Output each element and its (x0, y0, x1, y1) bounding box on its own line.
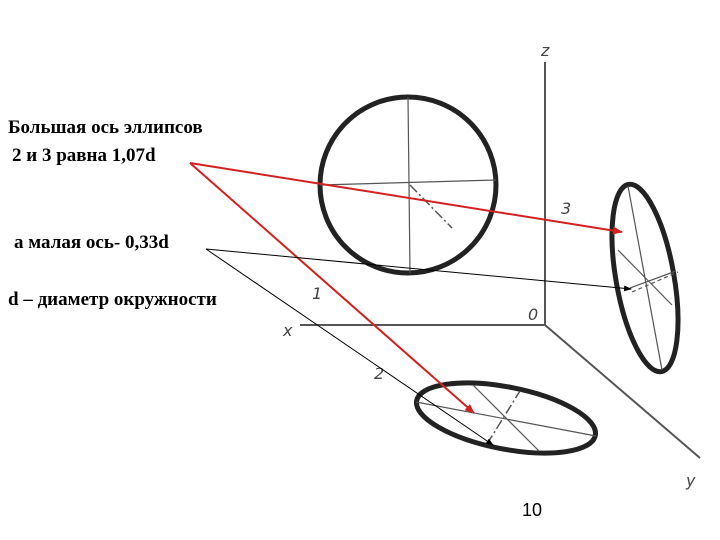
major-axis-caption-line-2: 2 и 3 равна 1,07d (12, 145, 156, 166)
origin-label: 0 (528, 305, 539, 324)
circle-oblique-centerline (410, 185, 452, 228)
circle-vertical-diameter (408, 97, 410, 273)
ellipse-2-label: 2 (374, 364, 385, 383)
ellipse-3-centerline (632, 272, 678, 292)
ellipse-2 (411, 370, 601, 466)
circle-horizontal-diameter (320, 180, 496, 185)
minor-axis-line-to-ellipse-2 (206, 249, 493, 445)
circle-1 (320, 97, 496, 273)
z-axis-label: z (541, 41, 550, 60)
page-number: 10 (522, 500, 543, 520)
major-axis-arrow-to-ellipse-3 (190, 163, 622, 232)
diameter-definition-caption: d – диаметр окружности (8, 289, 217, 310)
minor-axis-caption: а малая ось- 0,33d (14, 232, 169, 253)
x-axis-label: x (283, 321, 293, 340)
circle-1-label: 1 (312, 284, 323, 303)
y-axis-label: y (686, 471, 696, 490)
major-axis-arrow-to-ellipse-2 (190, 163, 474, 413)
ellipse-3-label: 3 (561, 199, 572, 218)
major-axis-caption-line-1: Большая ось эллипсов (8, 117, 203, 138)
ellipse-3 (600, 179, 690, 376)
minor-axis-line-to-ellipse-3 (206, 249, 631, 289)
ellipse-2-cross-line (473, 385, 539, 451)
ellipse-2-centerline (487, 391, 520, 444)
